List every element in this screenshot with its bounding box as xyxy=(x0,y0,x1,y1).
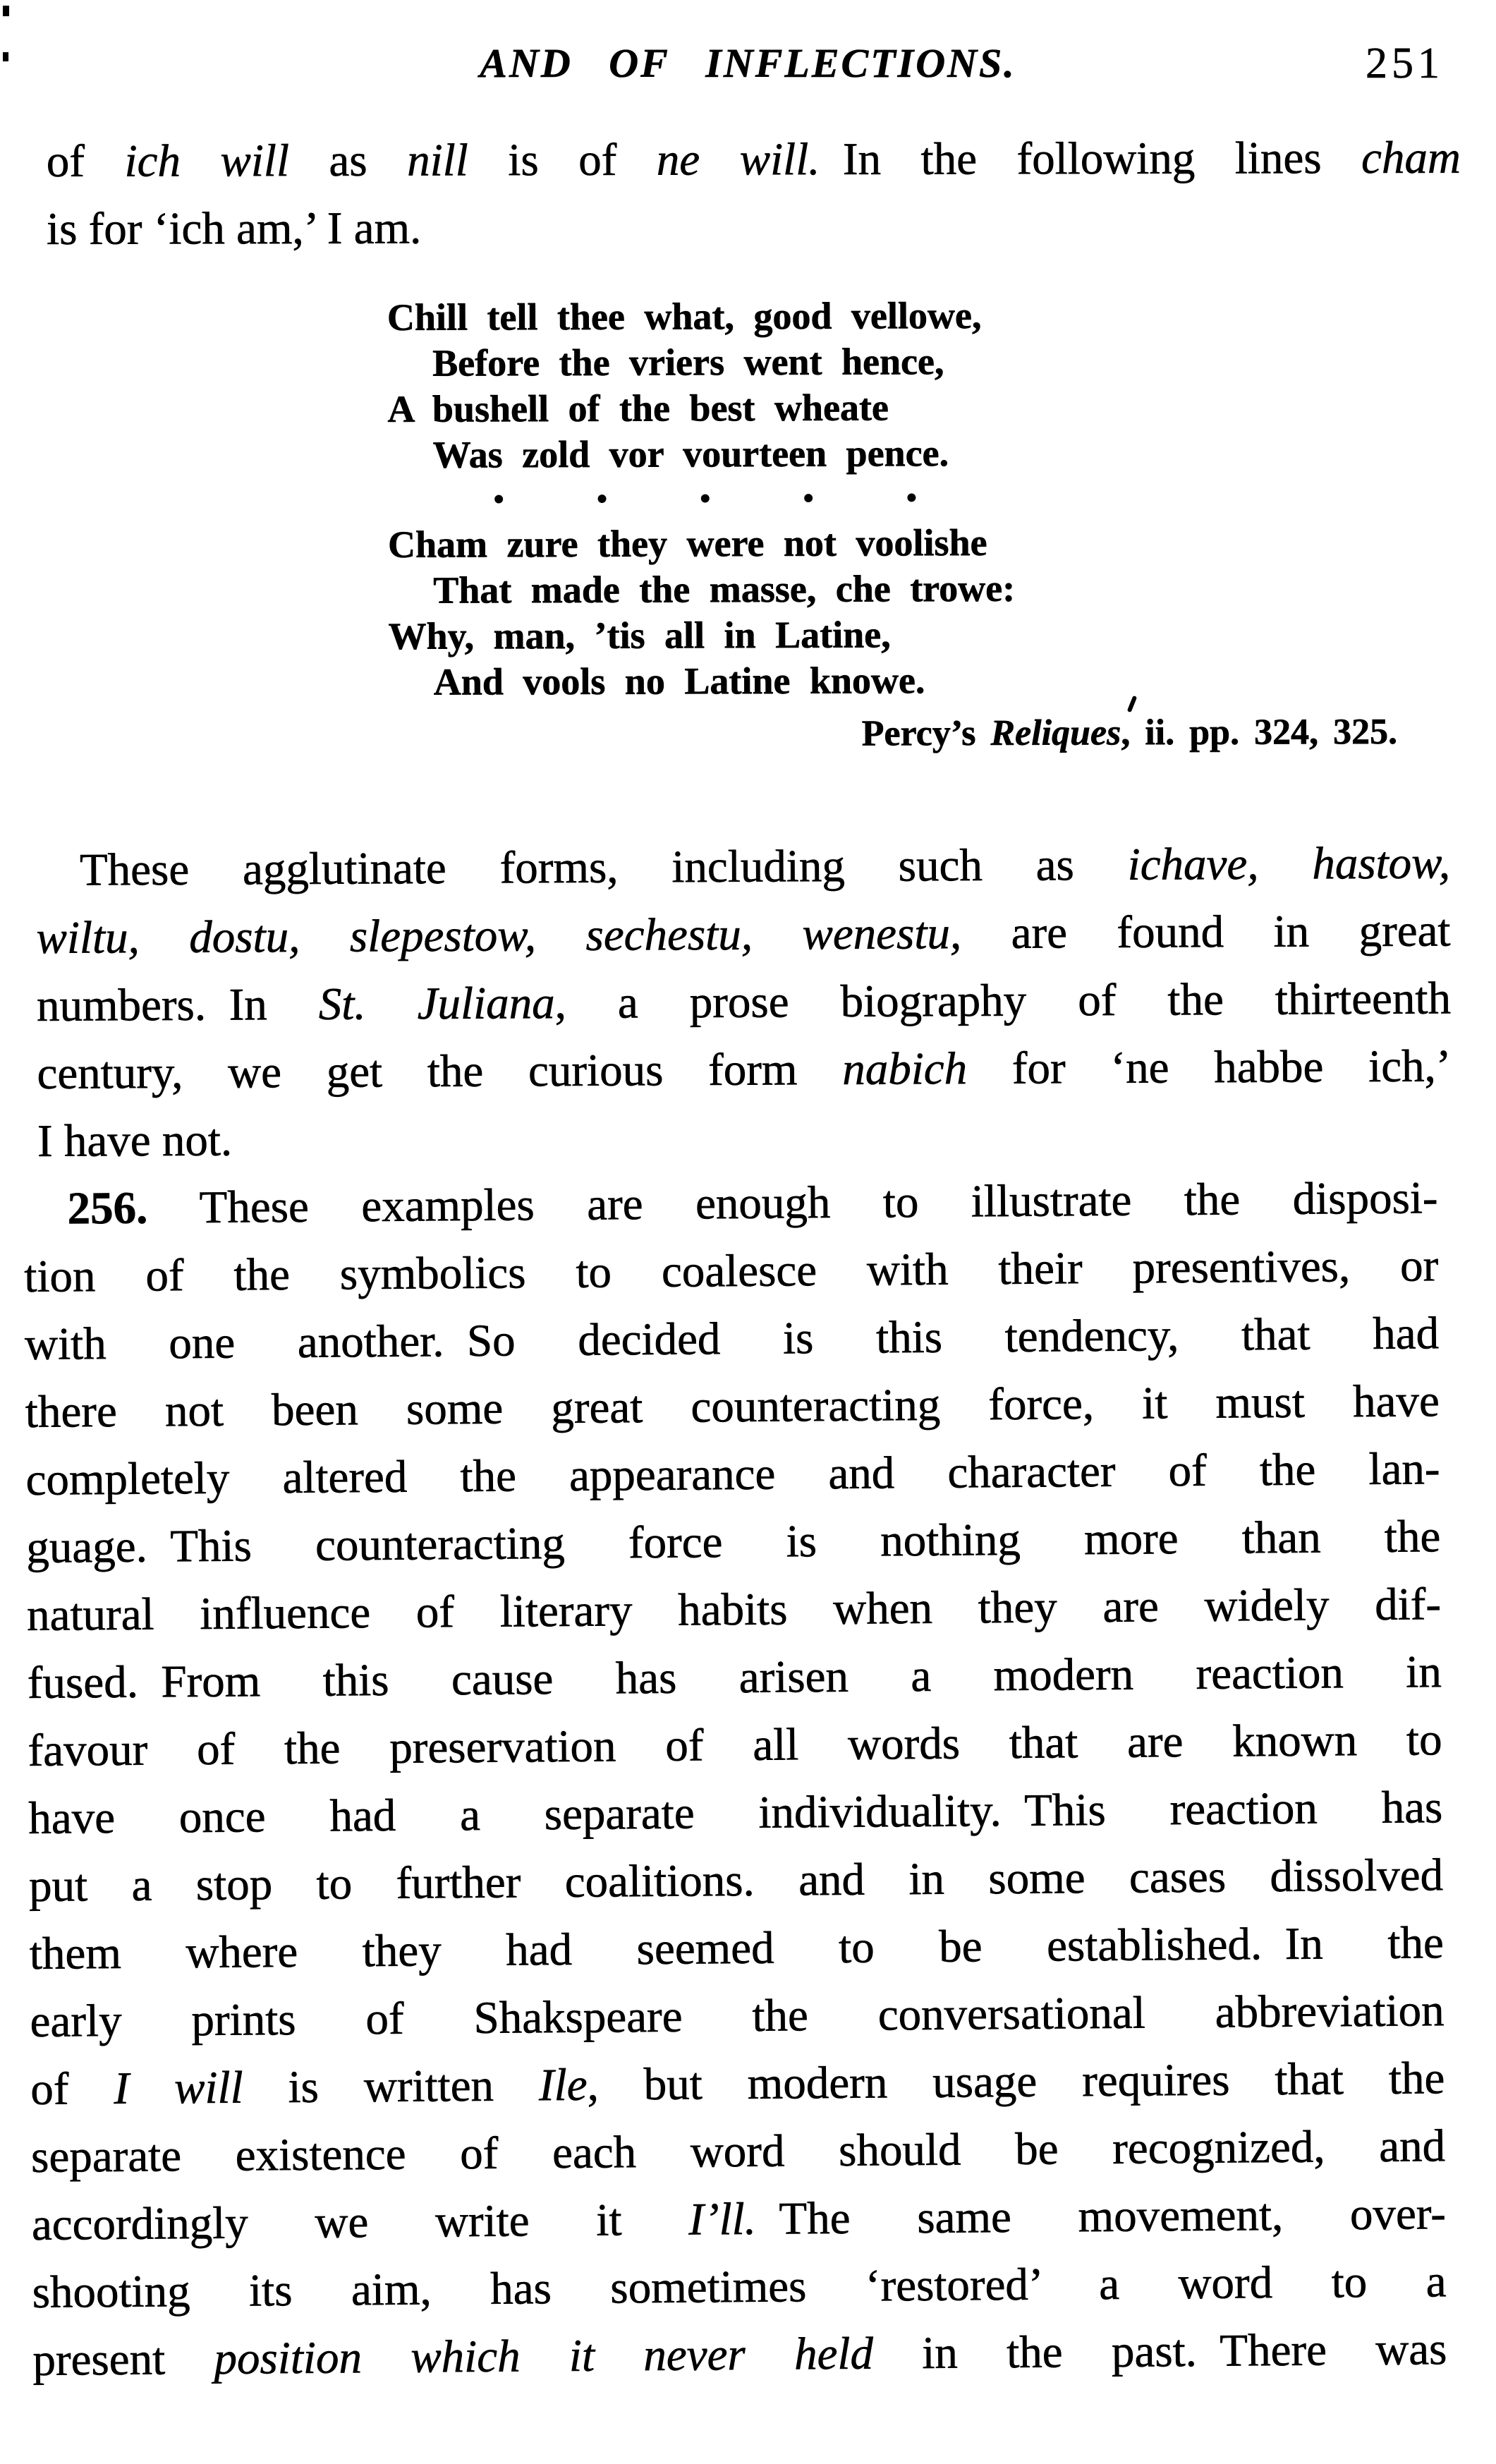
text-segment: is for ‘ich am,’ I am. xyxy=(47,202,422,255)
text-segment: century, we get the curious form xyxy=(37,1044,843,1099)
dot: • xyxy=(906,482,917,515)
text-segment: in the past. There was xyxy=(872,2324,1447,2379)
scan-artifact xyxy=(3,6,9,16)
text-segment: natural influence of literary habits when they are widely dif- xyxy=(26,1579,1442,1641)
text-segment: fused. From this cause has arisen a modern reaction in xyxy=(27,1646,1442,1709)
text-segment xyxy=(753,909,803,959)
text-segment: Ile xyxy=(538,2059,588,2111)
poem-line: Before the vriers went hence, xyxy=(432,340,944,384)
text-line xyxy=(36,897,1450,972)
text-segment: Reliques xyxy=(990,712,1121,754)
text-segment: early prints of Shakspeare the conversational abbreviation xyxy=(30,1985,1445,2047)
text-segment: tion of the symbolics to coalesce with their presentives, or xyxy=(24,1240,1439,1303)
text-line xyxy=(30,1977,1445,2056)
poem-line: Chill tell thee what, good vellowe, xyxy=(387,294,982,339)
dot: • xyxy=(597,483,607,516)
text-segment: guage. This counteracting force is nothing more than the xyxy=(26,1511,1441,1574)
stanza-separator-dots xyxy=(494,476,917,521)
text-segment: wiltu, xyxy=(36,912,140,964)
text-segment: In the following lines xyxy=(820,133,1362,186)
text-line xyxy=(47,124,1461,195)
text-segment: I will xyxy=(114,2062,243,2115)
text-line xyxy=(25,1435,1440,1514)
text-segment: St. Juliana xyxy=(318,978,555,1030)
text-segment: have once had a separate individuality. This reaction has xyxy=(28,1782,1443,1844)
text-line xyxy=(30,2044,1445,2123)
text-segment: accordingly we write it xyxy=(31,2194,689,2250)
text-segment: them where they had seemed to be established. In the xyxy=(29,1917,1445,1979)
text-segment: cham xyxy=(1361,132,1461,184)
poem-line: A bushell of the best wheate xyxy=(387,386,889,431)
text-segment: These agglutinate forms, including such as xyxy=(79,839,1128,896)
text-segment: Percy’s xyxy=(861,713,991,754)
text-segment xyxy=(140,912,190,963)
text-line xyxy=(32,2247,1447,2326)
text-line xyxy=(37,1100,1452,1175)
scan-artifact xyxy=(3,52,8,61)
text-segment: slepestow, xyxy=(349,910,537,962)
text-segment: shooting its aim, has sometimes ‘restored’ a word to a xyxy=(32,2256,1447,2318)
text-line xyxy=(28,1773,1443,1852)
dot: • xyxy=(493,483,504,516)
poem-quotation xyxy=(387,291,1397,758)
text-line xyxy=(29,1841,1444,1920)
text-line xyxy=(30,1909,1445,1988)
poem-attribution xyxy=(389,710,1397,758)
text-line xyxy=(32,2315,1447,2394)
text-segment: favour of the preservation of all words that are known to xyxy=(28,1714,1442,1777)
text-segment: are found in great xyxy=(961,905,1451,959)
text-segment: completely altered the appearance and character of the lan- xyxy=(25,1443,1440,1506)
text-line xyxy=(37,1033,1451,1107)
text-segment: nabich xyxy=(842,1043,968,1096)
text-segment: I have not. xyxy=(37,1115,233,1167)
text-segment: of xyxy=(46,135,125,188)
running-title: AND OF INFLECTIONS. xyxy=(480,40,1016,86)
poem-line: And vools no Latine knowe. xyxy=(433,659,925,703)
text-segment: put a stop to further coalitions. and in some cases dissolved xyxy=(28,1850,1444,1912)
text-segment: wenestu, xyxy=(802,908,962,960)
text-segment: numbers. In xyxy=(36,978,319,1031)
text-segment: is written xyxy=(243,2060,540,2113)
text-segment: 256. xyxy=(67,1182,148,1234)
text-line xyxy=(47,192,1461,263)
page-header xyxy=(41,28,1455,106)
text-segment: ich will xyxy=(124,135,290,187)
text-segment: ne will. xyxy=(656,134,820,186)
poem-line: Cham zure they were not voolishe xyxy=(387,521,987,566)
text-segment: These examples are enough to illustrate the disposi- xyxy=(147,1172,1438,1234)
text-line xyxy=(25,1299,1440,1378)
text-line xyxy=(37,965,1451,1040)
text-line xyxy=(27,1638,1442,1717)
text-segment: of xyxy=(30,2063,114,2115)
text-line xyxy=(27,1570,1442,1649)
text-segment: separate existence of each word should be recognized, and xyxy=(30,2120,1446,2183)
poem-line: Was zold vor vourteen pence. xyxy=(432,432,949,476)
poem-line: Why, man, ’tis all in Latine, xyxy=(388,613,891,657)
paragraph-agglutinate xyxy=(36,830,1452,1175)
text-segment: there not been some great counteracting force, it must have xyxy=(25,1376,1440,1438)
text-segment: with one another. So decided is this tendency, that had xyxy=(24,1308,1440,1371)
dot: • xyxy=(803,482,814,515)
text-segment: position which it never held xyxy=(214,2328,874,2384)
page-number: 251 xyxy=(1366,40,1444,87)
poem-line: That made the masse, che trowe: xyxy=(433,566,1016,612)
text-segment: nill xyxy=(407,135,468,186)
text-segment: as xyxy=(288,135,408,187)
text-segment: sechestu, xyxy=(585,909,753,961)
text-line xyxy=(23,1164,1438,1243)
text-line xyxy=(26,1503,1441,1582)
dot: • xyxy=(700,483,711,516)
text-line xyxy=(28,1706,1442,1785)
text-segment: dostu, xyxy=(189,911,300,963)
text-segment: , a prose biography of the thirteenth xyxy=(554,973,1452,1029)
text-line xyxy=(36,830,1450,904)
text-segment: , but modern usage requires that the xyxy=(587,2053,1445,2111)
text-segment xyxy=(1258,839,1312,890)
paragraph-256 xyxy=(23,1164,1447,2394)
text-line xyxy=(32,2180,1447,2259)
text-segment: The same movement, over- xyxy=(755,2188,1447,2245)
text-segment: , ii. pp. 324, 325. xyxy=(1121,712,1398,753)
text-line xyxy=(24,1232,1439,1311)
text-segment: I’ll. xyxy=(688,2193,757,2245)
text-segment: is of xyxy=(468,134,657,186)
text-line xyxy=(25,1367,1440,1446)
text-segment xyxy=(300,911,350,962)
text-segment: present xyxy=(32,2333,214,2386)
text-line xyxy=(31,2112,1446,2191)
intro-paragraph xyxy=(47,124,1461,263)
text-segment: ichave, xyxy=(1127,838,1259,890)
text-segment: hastow, xyxy=(1312,837,1451,890)
text-segment: for ‘ne habbe ich,’ xyxy=(966,1040,1452,1095)
text-segment xyxy=(536,910,586,961)
